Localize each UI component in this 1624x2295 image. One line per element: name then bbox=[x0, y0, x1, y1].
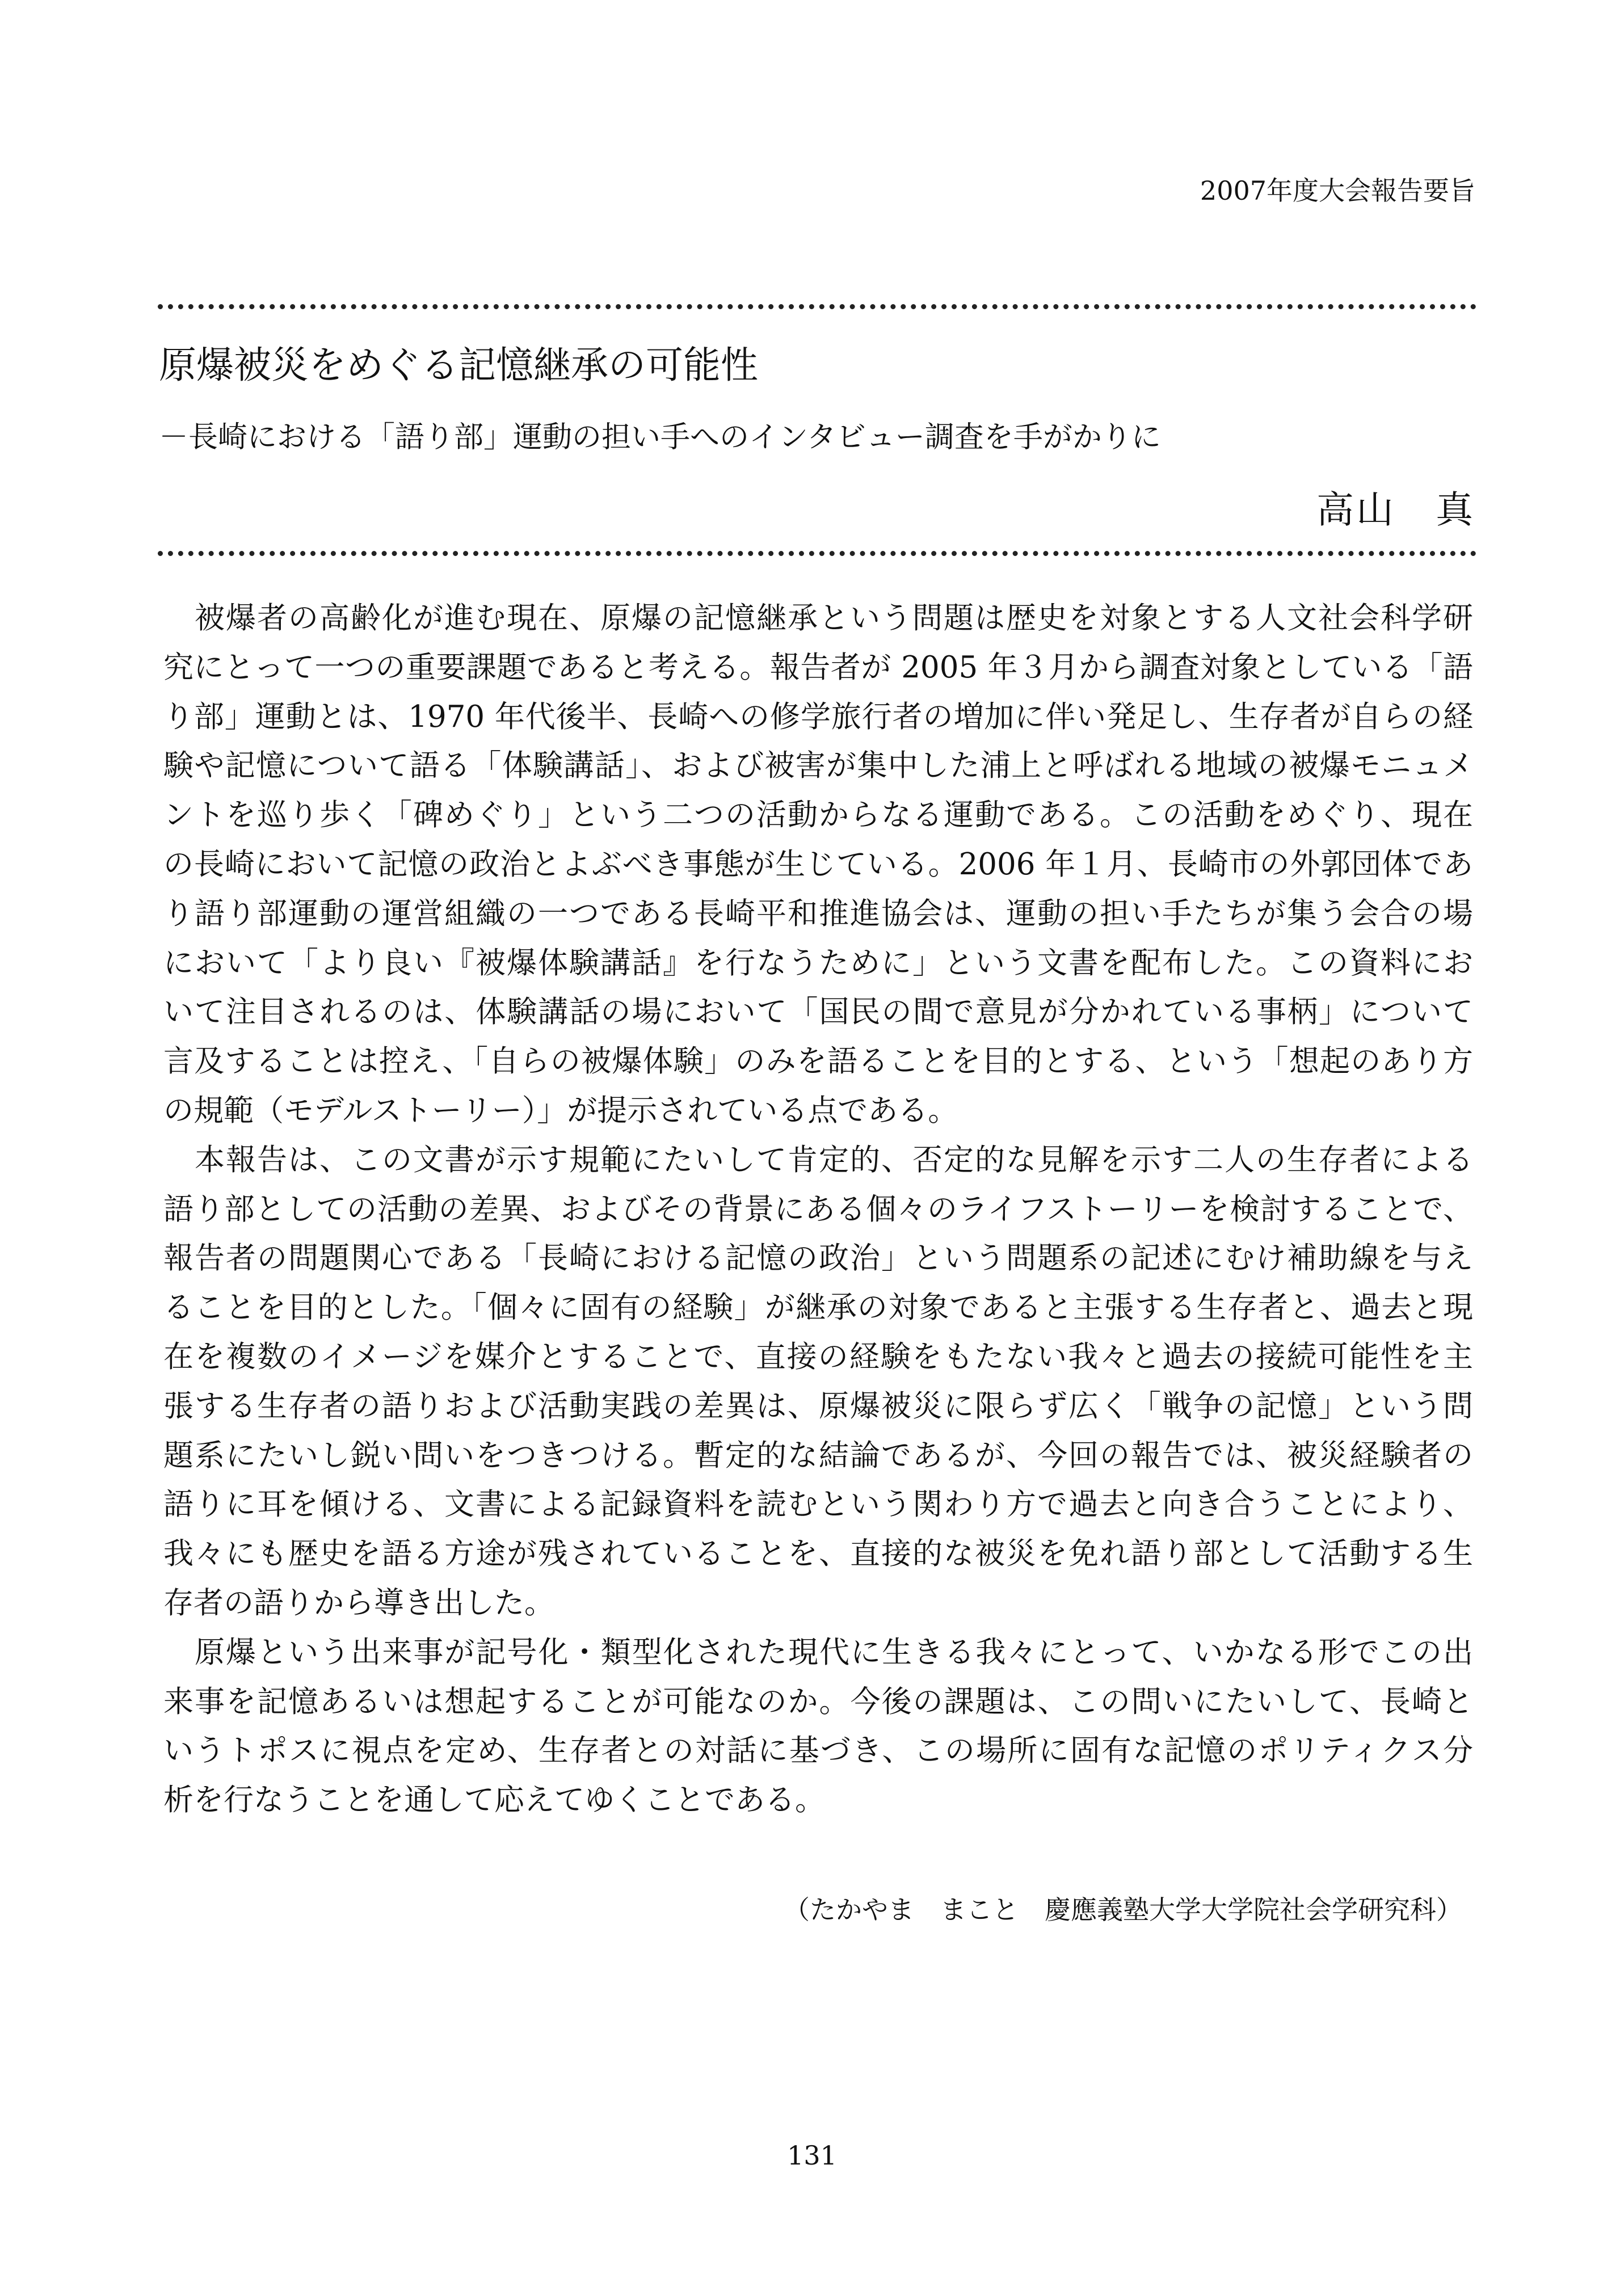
paragraph-1-line: の規範（モデルストーリー）」が提示されている点である。 bbox=[163, 1093, 958, 1128]
paragraph-1-line: 被爆者の高齢化が進む現在、原爆の記憶継承という問題は歴史を対象とする人文社会科学研 bbox=[195, 601, 1473, 635]
paragraph-2-line: 我々にも歴史を語る方途が残されていることを、直接的な被災を免れ語り部として活動する生 bbox=[163, 1536, 1473, 1572]
paragraph-3-line: 来事を記憶あるいは想起することが可能なのか。今後の課題は、この問いにたいして、長崎と bbox=[163, 1684, 1473, 1719]
dotted-divider-bottom bbox=[158, 551, 1476, 556]
paragraph-1-line: 究にとって一つの重要課題であると考える。報告者が 2005 年３月から調査対象としている「語 bbox=[163, 650, 1473, 685]
paragraph-1-line: 言及することは控え、「自らの被爆体験」のみを語ることを目的とする、という「想起のあり方 bbox=[163, 1044, 1473, 1079]
article-title: 原爆被災をめぐる記憶継承の可能性 bbox=[159, 343, 758, 387]
author-affiliation: （たかやま まこと 慶應義塾大学大学院社会学研究科） bbox=[784, 1894, 1462, 1925]
paragraph-3-line: 原爆という出来事が記号化・類型化された現代に生きる我々にとって、いかなる形でこの出 bbox=[195, 1635, 1473, 1670]
page-number: 131 bbox=[787, 2140, 837, 2171]
paragraph-1-line: の長崎において記憶の政治とよぶべき事態が生じている。2006 年１月、長崎市の外郭団体であ bbox=[163, 847, 1473, 882]
paragraph-2-line: 題系にたいし鋭い問いをつきつける。暫定的な結論であるが、今回の報告では、被災経験者の bbox=[163, 1438, 1473, 1473]
article-subtitle: －長崎における「語り部」運動の担い手へのインタビュー調査を手がかりに bbox=[159, 420, 1161, 454]
paragraph-2-line: ることを目的とした。「個々に固有の経験」が継承の対象であると主張する生存者と、過去と現 bbox=[163, 1290, 1473, 1325]
paragraph-2-line: 語りに耳を傾ける、文書による記録資料を読むという関わり方で過去と向き合うことにより、 bbox=[163, 1487, 1473, 1522]
paragraph-2-line: 語り部としての活動の差異、およびその背景にある個々のライフストーリーを検討することで、 bbox=[163, 1191, 1473, 1227]
paragraph-1-line: り部」運動とは、1970 年代後半、長崎への修学旅行者の増加に伴い発足し、生存者が自らの経 bbox=[163, 699, 1473, 734]
article-body bbox=[163, 594, 1473, 1825]
paragraph-1-line: ントを巡り歩く「碑めぐり」という二つの活動からなる運動である。この活動をめぐり、現在 bbox=[163, 798, 1473, 833]
running-head: 2007年度大会報告要旨 bbox=[1200, 175, 1475, 206]
paragraph-2-line: 本報告は、この文書が示す規範にたいして肯定的、否定的な見解を示す二人の生存者による bbox=[195, 1142, 1473, 1177]
paragraph-1-line: り語り部運動の運営組織の一つである長崎平和推進協会は、運動の担い手たちが集う会合の場 bbox=[163, 896, 1473, 931]
paragraph-2-line: 在を複数のイメージを媒介とすることで、直接の経験をもたない我々と過去の接続可能性を主 bbox=[163, 1339, 1473, 1374]
paragraph-1-line: において「より良い『被爆体験講話』を行なうために」という文書を配布した。この資料にお bbox=[163, 945, 1473, 980]
paragraph-2-line: 張する生存者の語りおよび活動実践の差異は、原爆被災に限らず広く「戦争の記憶」という問 bbox=[163, 1388, 1473, 1424]
paragraph-2-line: 存者の語りから導き出した。 bbox=[163, 1585, 554, 1620]
paragraph-3-line: いうトポスに視点を定め、生存者との対話に基づき、この場所に固有な記憶のポリティクス分 bbox=[163, 1733, 1473, 1768]
paragraph-1-line: いて注目されるのは、体験講話の場において「国民の間で意見が分かれている事柄」について bbox=[163, 995, 1473, 1030]
paragraph-1-line: 験や記憶について語る「体験講話」、および被害が集中した浦上と呼ばれる地域の被爆モニュメ bbox=[163, 748, 1473, 784]
paragraph-2-line: 報告者の問題関心である「長崎における記憶の政治」という問題系の記述にむけ補助線を与え bbox=[163, 1241, 1473, 1276]
paragraph-3-line: 析を行なうことを通して応えてゆくことである。 bbox=[163, 1783, 825, 1818]
author-name: 高山 真 bbox=[1316, 488, 1475, 532]
dotted-divider-top bbox=[158, 304, 1476, 309]
